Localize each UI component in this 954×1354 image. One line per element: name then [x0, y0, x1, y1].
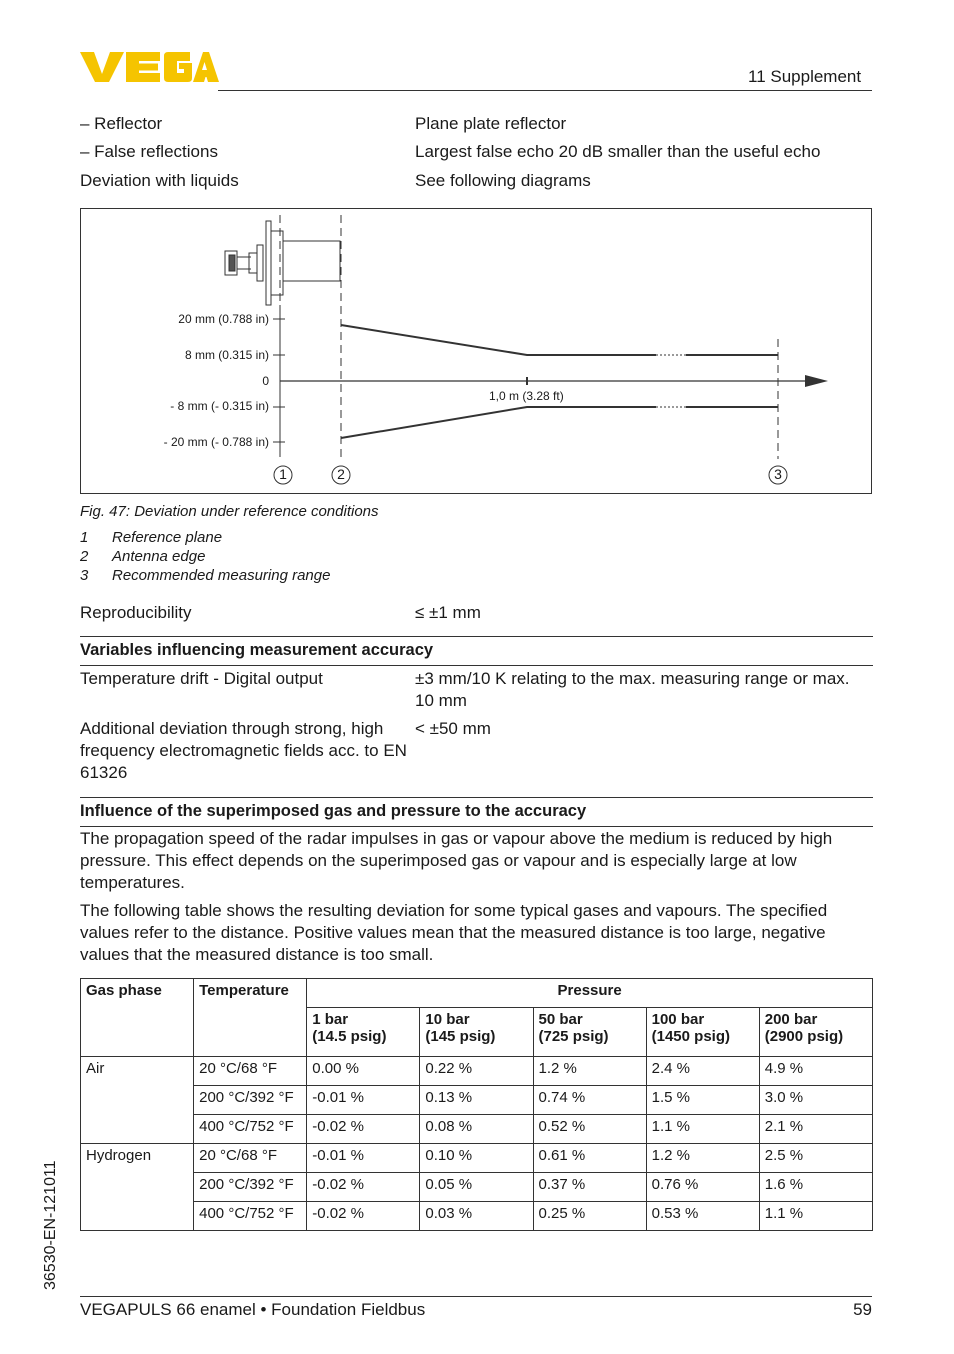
legend-item-2: [80, 547, 205, 566]
deviation-diagram: [80, 208, 872, 494]
vega-logo: [80, 35, 214, 86]
spec-label-reflector: – Reflector: [80, 114, 163, 133]
spec-value-reflector: Plane plate reflector: [415, 114, 567, 133]
pressure-col-1: 1 bar (14.5 psig): [307, 1008, 420, 1057]
value-cell: 0.03 %: [420, 1202, 533, 1231]
y-label-minus-8mm: - 8 mm (- 0.315 in): [170, 399, 269, 413]
value-cell: -0.01 %: [307, 1086, 420, 1115]
value-cell: -0.02 %: [307, 1115, 420, 1144]
reproducibility-value: ≤ ±1 mm: [415, 603, 481, 622]
legend-text-2: Antenna edge: [112, 548, 206, 565]
y-label-minus-20mm: - 20 mm (- 0.788 in): [163, 435, 269, 449]
table-row: [81, 1057, 873, 1086]
table-row: [81, 1173, 873, 1202]
lower-deviation-line: [341, 407, 656, 438]
pressure-col-2: 10 bar (145 psig): [420, 1008, 533, 1057]
section-rule-top: [80, 636, 873, 637]
section-header: 11 Supplement: [748, 67, 862, 86]
gas-cell-air: Air: [81, 1057, 194, 1144]
x-label-1m: 1,0 m (3.28 ft): [489, 389, 564, 403]
legend-num-2: 2: [80, 548, 89, 565]
value-cell: 0.61 %: [533, 1144, 646, 1173]
y-label-20mm: 20 mm (0.788 in): [178, 312, 269, 326]
legend-num-1: 1: [80, 529, 89, 546]
table-row: [81, 1144, 873, 1173]
temp-cell: 400 °C/752 °F: [194, 1202, 307, 1231]
temp-cell: 20 °C/68 °F: [194, 1144, 307, 1173]
value-cell: -0.02 %: [307, 1202, 420, 1231]
em-deviation-value: < ±50 mm: [415, 719, 491, 738]
value-cell: 0.10 %: [420, 1144, 533, 1173]
value-cell: 0.22 %: [420, 1057, 533, 1086]
spec-value-deviation: See following diagrams: [415, 171, 591, 190]
variables-heading: Variables influencing measurement accuracy: [80, 641, 434, 659]
value-cell: 1.2 %: [646, 1144, 759, 1173]
legend-text-1: Reference plane: [112, 529, 223, 546]
axis-arrow: [805, 375, 828, 387]
value-cell: 0.25 %: [533, 1202, 646, 1231]
value-cell: -0.02 %: [307, 1173, 420, 1202]
influence-rule-bottom: [80, 826, 873, 827]
value-cell: 2.1 %: [759, 1115, 872, 1144]
table-row: [81, 1115, 873, 1144]
value-cell: 0.13 %: [420, 1086, 533, 1115]
value-cell: 0.05 %: [420, 1173, 533, 1202]
table-row: [81, 1086, 873, 1115]
marker-3: 3: [774, 466, 782, 482]
influence-heading: Influence of the superimposed gas and pressure to the accuracy: [80, 802, 587, 820]
value-cell: 1.6 %: [759, 1173, 872, 1202]
value-cell: 0.53 %: [646, 1202, 759, 1231]
value-cell: 0.08 %: [420, 1115, 533, 1144]
value-cell: 1.1 %: [759, 1202, 872, 1231]
value-cell: 0.52 %: [533, 1115, 646, 1144]
value-cell: 1.5 %: [646, 1086, 759, 1115]
section-rule-bottom: [80, 665, 873, 666]
spec-label-deviation: Deviation with liquids: [80, 171, 239, 190]
y-label-8mm: 8 mm (0.315 in): [184, 348, 269, 362]
temp-cell: 200 °C/392 °F: [194, 1173, 307, 1202]
temp-cell: 200 °C/392 °F: [194, 1086, 307, 1115]
legend-text-3: Recommended measuring range: [112, 567, 331, 584]
reproducibility-label: Reproducibility: [80, 603, 192, 622]
pressure-col-5: 200 bar (2900 psig): [759, 1008, 872, 1057]
footer-rule: [80, 1296, 872, 1297]
value-cell: 2.4 %: [646, 1057, 759, 1086]
influence-rule-top: [80, 797, 873, 798]
em-deviation-label: Additional deviation through strong, high frequency electromagnetic fields acc. to EN 61326: [80, 719, 407, 782]
temp-cell: 20 °C/68 °F: [194, 1057, 307, 1086]
page-number: 59: [853, 1300, 872, 1319]
header-gas-phase: Gas phase: [81, 979, 194, 1057]
spec-label-false-reflections: – False reflections: [80, 142, 218, 161]
antenna-icon: [225, 221, 340, 305]
header-pressure: Pressure: [307, 979, 873, 1008]
logo-text: VEGA: [80, 35, 125, 52]
pressure-col-4: 100 bar (1450 psig): [646, 1008, 759, 1057]
temp-drift-label: Temperature drift - Digital output: [80, 669, 323, 688]
legend-item-1: [80, 528, 222, 547]
value-cell: 0.76 %: [646, 1173, 759, 1202]
header-temperature: Temperature: [194, 979, 307, 1057]
value-cell: 3.0 %: [759, 1086, 872, 1115]
gas-pressure-table: [80, 978, 873, 1231]
marker-2: 2: [337, 466, 345, 482]
temp-drift-value: ±3 mm/10 K relating to the max. measuring range or max. 10 mm: [415, 669, 850, 710]
value-cell: 1.1 %: [646, 1115, 759, 1144]
table-row: [81, 1202, 873, 1231]
influence-paragraph-1: The propagation speed of the radar impulses in gas or vapour above the medium is reduced by high pressure. This effect depends on the superimposed gas or vapour and is especially large at low temperatures.: [80, 829, 833, 892]
legend-num-3: 3: [80, 567, 89, 584]
upper-deviation-line: [341, 325, 656, 355]
range-markers-lines: [280, 215, 778, 459]
y-label-0: 0: [262, 374, 269, 388]
figure-caption: Fig. 47: Deviation under reference conditions: [80, 503, 379, 520]
value-cell: 1.2 %: [533, 1057, 646, 1086]
legend-item-3: [80, 566, 330, 585]
value-cell: 0.37 %: [533, 1173, 646, 1202]
document-number: 36530-EN-121011: [42, 1160, 59, 1290]
marker-1: 1: [279, 466, 287, 482]
value-cell: 0.74 %: [533, 1086, 646, 1115]
spec-value-false-reflections: Largest false echo 20 dB smaller than the useful echo: [415, 142, 821, 161]
footer-title: VEGAPULS 66 enamel • Foundation Fieldbus: [80, 1300, 426, 1319]
pressure-col-3: 50 bar (725 psig): [533, 1008, 646, 1057]
header-rule: [218, 90, 872, 91]
influence-paragraph-2: The following table shows the resulting deviation for some typical gases and vapours. The specified values refer to the distance. Positive values mean that the measured distance is too large, negative values that the measured distance is too small.: [80, 901, 828, 964]
temp-cell: 400 °C/752 °F: [194, 1115, 307, 1144]
value-cell: 4.9 %: [759, 1057, 872, 1086]
value-cell: 2.5 %: [759, 1144, 872, 1173]
gas-cell-hydrogen: Hydrogen: [81, 1144, 194, 1231]
value-cell: 0.00 %: [307, 1057, 420, 1086]
value-cell: -0.01 %: [307, 1144, 420, 1173]
